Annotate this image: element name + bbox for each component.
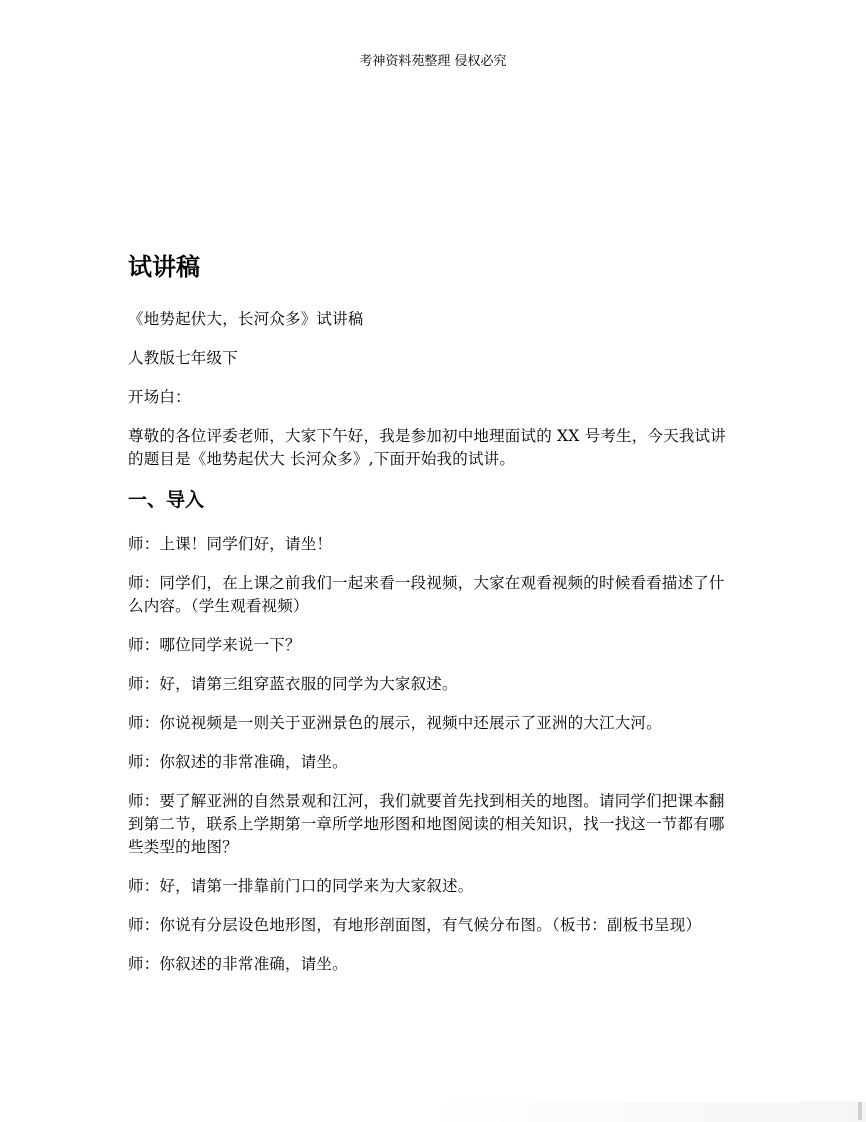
paragraph: 师：你说有分层设色地形图，有地形剖面图，有气候分布图。（板书：副板书呈现） [128,916,702,934]
page-header: 考神资料苑整理 侵权必究 [359,54,507,69]
paragraph: 师：要了解亚洲的自然景观和江河，我们就要首先找到相关的地图。请同学们把课本翻到第二节，联系上学期第一章所学地形图和地图阅读的相关知识，找一找这一节都有哪些类型的地图？ [128,792,725,856]
paragraph: 师：好，请第三组穿蓝衣服的同学为大家叙述。 [128,675,458,693]
document-title: 试讲稿 [128,253,200,281]
edition-line: 人教版七年级下 [128,349,238,367]
paragraph: 师：你说视频是一则关于亚洲景色的展示，视频中还展示了亚洲的大江大河。 [128,714,662,732]
subtitle-line: 《地势起伏大，长河众多》试讲稿 [128,310,364,328]
opening-text: 尊敬的各位评委老师，大家下午好，我是参加初中地理面试的 XX 号考生，今天我试讲的题目是《地势起伏大 长河众多》,下面开始我的试讲。 [128,427,726,468]
section-heading-intro: 一、导入 [128,489,205,511]
footer-watermark-strip [426,1102,866,1122]
paragraph: 师：好，请第一排靠前门口的同学来为大家叙述。 [128,877,474,895]
document-body [128,252,740,992]
paragraph: 师：上课！同学们好，请坐！ [128,535,333,553]
paragraph: 师：哪位同学来说一下？ [128,636,301,654]
opening-label: 开场白： [128,388,191,406]
paragraph: 师：你叙述的非常准确，请坐。 [128,753,348,771]
paragraph: 师：同学们，在上课之前我们一起来看一段视频，大家在观看视频的时候看看描述了什么内容。（学生观看视频） [128,574,725,615]
paragraph: 师：你叙述的非常准确，请坐。 [128,955,348,973]
page-corner-mark [858,1102,862,1120]
